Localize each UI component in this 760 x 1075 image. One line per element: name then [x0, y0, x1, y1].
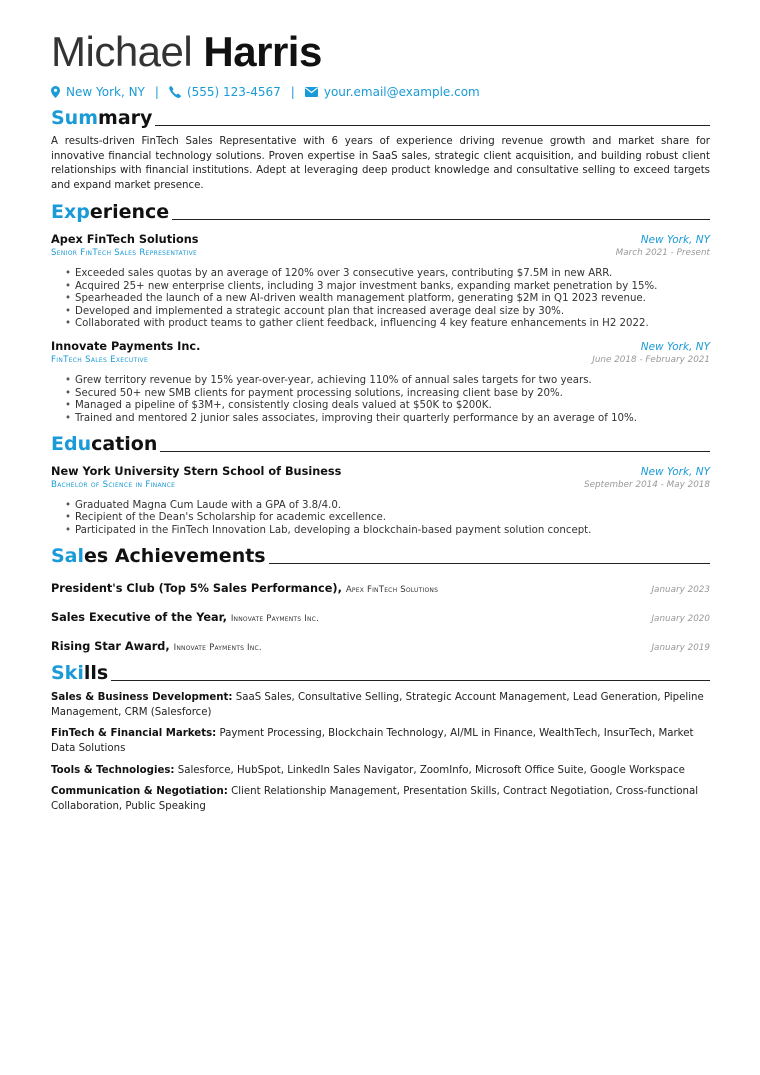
achievement-item: Sales Executive of the Year, Innovate Payments Inc. January 2020: [51, 611, 710, 625]
summary-heading: [51, 107, 710, 129]
phone-text: (555) 123-4567: [186, 85, 281, 99]
list-item: • Acquired 25+ new enterprise clients, including 3 major investment banks, expanding market penetration by 15%.: [65, 281, 710, 293]
achievement-org: Innovate Payments Inc.: [230, 614, 319, 625]
job-title: Senior FinTech Sales Representative: [51, 248, 198, 259]
entry-dates: March 2021 - Present: [615, 248, 710, 259]
summary-text: A results-driven FinTech Sales Representative with 6 years of experience driving revenue growth and market share for innovative financial technology solutions. Proven expertise in SaaS sales, strategic client acquisition, and building robust client relationships with financial institutions. Adept at leveraging deep product knowledge and consultative selling to exceed targets and expand market presence.: [51, 136, 710, 191]
resume-name: [51, 28, 710, 76]
achievement-org: Apex FinTech Solutions: [345, 585, 439, 596]
section-title: Skills: [51, 662, 109, 685]
skill-group: [51, 691, 710, 720]
list-item: • Recipient of the Dean's Scholarship for academic excellence.: [65, 512, 710, 524]
bullet-list: [51, 375, 710, 425]
skill-values: SaaS Sales, Consultative Selling, Strategic Account Management, Lead Generation, Pipeline Management, CRM (Salesforce): [51, 692, 704, 718]
entry-dates: June 2018 - February 2021: [592, 355, 710, 366]
achievement-item: President's Club (Top 5% Sales Performance), Apex FinTech Solutions January 2023: [51, 582, 710, 596]
last-name: Harris: [203, 28, 322, 75]
list-item: • Secured 50+ new SMB clients for payment processing solutions, increasing client base by 20%.: [65, 388, 710, 400]
education-entry: [51, 465, 710, 537]
entry-location: New York, NY: [640, 234, 710, 247]
list-item: • Exceeded sales quotas by an average of 120% over 3 consecutive years, contributing $7.5M in new ARR.: [65, 268, 710, 280]
section-divider: [172, 219, 710, 220]
employer-name: Apex FinTech Solutions: [51, 233, 199, 247]
list-item: • Managed a pipeline of $3M+, consistently closing deals valued at $50K to $200K.: [65, 400, 710, 412]
achievement-date: January 2023: [651, 585, 710, 596]
skill-values: Client Relationship Management, Presentation Skills, Contract Negotiation, Cross-functional Collaboration, Public Speaking: [51, 786, 699, 812]
section-title: Education: [51, 433, 158, 456]
section-divider: [160, 451, 710, 452]
envelope-icon: [305, 87, 318, 97]
map-pin-icon: [51, 86, 60, 98]
employer-name: Innovate Payments Inc.: [51, 340, 201, 354]
bullet-list: [51, 500, 710, 537]
experience-entry: [51, 233, 710, 330]
email-text: your.email@example.com: [323, 85, 480, 99]
contact-email[interactable]: [305, 85, 480, 99]
skill-values: Payment Processing, Blockchain Technology, AI/ML in Finance, WealthTech, InsurTech, Market Data Solutions: [51, 728, 694, 755]
achievement-item: Rising Star Award, Innovate Payments Inc. January 2019: [51, 640, 710, 654]
entry-location: New York, NY: [640, 341, 710, 354]
achievement-title: Sales Executive of the Year: [51, 611, 223, 625]
contact-separator: |: [154, 85, 159, 99]
skill-group: [51, 727, 710, 756]
degree: Bachelor of Science in Finance: [51, 480, 176, 491]
achievement-date: January 2019: [651, 643, 710, 654]
contact-separator: |: [290, 85, 295, 99]
skill-category: FinTech & Financial Markets:: [51, 728, 217, 740]
contact-phone[interactable]: [169, 85, 281, 99]
skill-category: Sales & Business Development:: [51, 692, 233, 704]
entry-location: New York, NY: [640, 466, 710, 479]
list-item: • Developed and implemented a strategic account plan that increased average deal size by 30%.: [65, 306, 710, 318]
section-title: Experience: [51, 201, 170, 224]
list-item: • Spearheaded the launch of a new AI-driven wealth management platform, generating $2M in Q1 2023 revenue.: [65, 293, 710, 305]
skill-category: Communication & Negotiation:: [51, 786, 228, 798]
skills-heading: [51, 662, 710, 684]
achievements-heading: [51, 545, 710, 567]
school-name: New York University Stern School of Business: [51, 465, 342, 479]
section-divider: [155, 125, 710, 126]
education-heading: [51, 433, 710, 455]
list-item: • Collaborated with product teams to gather client feedback, influencing 4 key feature enhancements in H2 2022.: [65, 318, 710, 330]
experience-heading: [51, 201, 710, 223]
section-divider: [111, 680, 710, 681]
skill-values: Salesforce, HubSpot, LinkedIn Sales Navigator, ZoomInfo, Microsoft Office Suite, Google Workspace: [177, 764, 685, 776]
list-item: • Trained and mentored 2 junior sales associates, improving their quarterly performance by an average of 10%.: [65, 413, 710, 425]
list-item: • Graduated Magna Cum Laude with a GPA of 3.8/4.0.: [65, 500, 710, 512]
bullet-list: [51, 268, 710, 330]
entry-dates: September 2014 - May 2018: [584, 480, 710, 491]
contact-row: [51, 85, 710, 99]
skill-category: Tools & Technologies:: [51, 764, 175, 776]
first-name: Michael: [51, 28, 193, 75]
list-item: • Grew territory revenue by 15% year-over-year, achieving 110% of annual sales targets for two years.: [65, 375, 710, 387]
section-title: Sales Achievements: [51, 545, 266, 568]
section-title: Summary: [51, 107, 153, 129]
achievement-date: January 2020: [651, 614, 710, 625]
achievement-title: Rising Star Award: [51, 640, 166, 654]
list-item: • Participated in the FinTech Innovation Lab, developing a blockchain-based payment solution concept.: [65, 525, 710, 537]
skill-group: [51, 785, 710, 814]
phone-icon: [169, 86, 181, 98]
experience-entry: [51, 340, 710, 425]
location-text: New York, NY: [66, 85, 145, 99]
section-divider: [269, 563, 710, 564]
skill-group: [51, 764, 710, 779]
achievement-title: President's Club (Top 5% Sales Performance): [51, 582, 338, 596]
contact-location: [51, 85, 145, 99]
job-title: FinTech Sales Executive: [51, 355, 149, 366]
achievement-org: Innovate Payments Inc.: [173, 643, 262, 654]
